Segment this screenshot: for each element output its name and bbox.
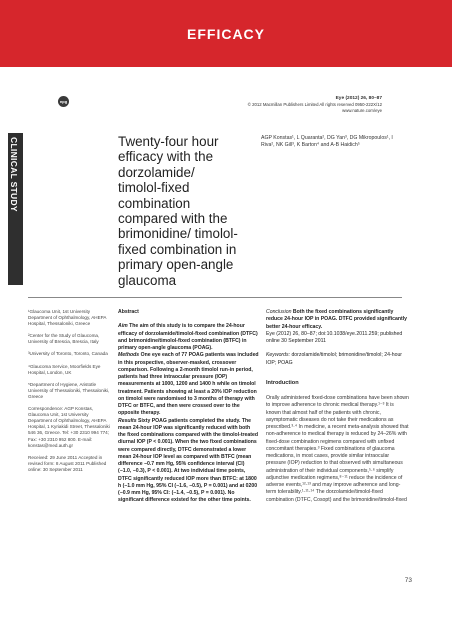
- abstract-conclusion: [266, 309, 409, 331]
- conclusion-label: Conclusion: [266, 309, 292, 315]
- received-dates: Received: 29 June 2011 Accepted in revised form: 8 August 2011 Published online: 30 September 2011: [28, 454, 107, 472]
- abstract: [118, 309, 259, 505]
- page-number: 73: [404, 577, 412, 584]
- copyright-line: © 2012 Macmillan Publishers Limited All rights reserved 0950-222X/12: [247, 102, 382, 107]
- affiliation-4: ⁴Glaucoma Service, Moorfields Eye Hospital, London, UK: [28, 363, 101, 375]
- citation-line: Eye (2012) 26, 80–87; doi:10.1038/eye.2011.259; published online 30 September 2011: [266, 330, 403, 344]
- introduction-heading: Introduction: [266, 379, 299, 386]
- article-type-tab: [8, 133, 23, 285]
- keywords-text: dorzolamide/timolol; brimonidine/timolol; 24-hour IOP; POAG: [266, 352, 403, 366]
- article-title: Twenty-four hour efficacy with the dorzolamide/ timolol-fixed combination compared with the brimonidine/ timolol-fixed combination in primary open-angle glaucoma: [118, 134, 238, 288]
- affiliation-5: ⁵Department of Hygiene, Aristotle University of Thessaloniki, Thessaloniki, Greece: [28, 381, 110, 399]
- abstract-methods: [118, 352, 259, 417]
- keywords-label: Keywords:: [266, 352, 290, 359]
- section-label: EFFICACY: [187, 26, 265, 42]
- abstract-results: [118, 418, 259, 505]
- abstract-heading: Abstract: [118, 309, 139, 315]
- npg-logo-icon: npg: [58, 96, 69, 107]
- correspondence: Correspondence: AGP Konstas, Glaucoma Unit, 1st University Department of Ophthalmology, AHEPA Hospital, 1 Kyriakidi Street, Thessaloniki 546 36, Greece. Tel: +30 2310 994 774; Fax: +30 2310 952 800. E-mail: konstas@med.auth.gr: [28, 406, 110, 448]
- article-type-label: CLINICAL STUDY: [9, 137, 19, 212]
- methods-label: Methods: [118, 352, 140, 359]
- affiliation-3: ³University of Toronto, Toronto, Canada: [28, 351, 108, 357]
- affiliations: [28, 309, 110, 479]
- affiliation-1: ¹Glaucoma Unit, 1st University Department of Ophthalmology, AHEPA Hospital, Thessaloniki, Greece: [28, 309, 107, 327]
- affiliation-2: ²Center for the Study of Glaucoma, University of Brescia, Brescia, Italy: [28, 333, 100, 345]
- conclusion-text: Both the fixed combinations significantly reduce 24-hour IOP in POAG. DTFC provided significantly better 24-hour efficacy.: [266, 309, 408, 330]
- abstract-aim: [118, 323, 259, 352]
- aim-text: The aim of this study is to compare the 24-hour efficacy of dorzolamide/timolol-fixed combination (DTFC) and brimonidine/timolol-fixed combination (BTFC) in primary open-angle glaucoma (POAG).: [118, 323, 258, 351]
- author-list: AGP Konstas¹, L Quaranta², DG Yan³, DG Mikropoulos¹, I Riva², NK Gill³, K Barton⁴ and A-B Haidich⁵: [261, 135, 393, 149]
- journal-url[interactable]: www.nature.com/eye: [342, 108, 382, 113]
- journal-citation: Eye (2012) 26, 80–87: [335, 96, 382, 101]
- results-text: Sixty POAG patients completed the study. The mean 24-hour IOP was significantly reduced with both the fixed combinations compared with the timolol-treated diurnal IOP (P < 0.001). When the two fixed combinations were compared directly, DTFC demonstrated a lower mean 24-hour IOP level as compared with BTFC (mean difference −0.7 mm Hg, 95% confidence interval (CI) (−1.0, −0.3), P < 0.001). At two individual time points, DTFC significantly reduced IOP more than BTFC: at 1800 h (−1.0 mm Hg, 95% CI (−1.6, −0.5), P = 0.001) and at 0200 (−0.9 mm Hg, 95% CI: (−1.4, −0.5), P = 0.001). No significant difference existed for the other time points.: [118, 417, 258, 504]
- aim-label: Aim: [118, 323, 128, 330]
- introduction-text: Orally administered fixed-dose combinations have been shown to improve adherence to chronic medical therapy.¹⁻³ It is known that almost half of the patients with chronic, asymptomatic diseases do not take their medications as prescribed.³·⁴ In medicine, a recent meta-analysis showed that non-adherence to medical therapy is reduced by 24–26% with fixed-dose combination regimens compared with unfixed concomitant therapies.³ Fixed combinations of glaucoma medications, in most cases, provide similar intraocular pressure (IOP) reduction to that observed with simultaneous administration of their individual components,⁵·⁶ simplify adjunctive medication regimens,⁸⁻¹¹ reduce the incidence of adverse events,¹²·¹³ and may improve adherence and long-term tolerability.¹·¹¹·¹⁴ The dorzolamide/timolol-fixed combination (DTFC, Cosopt) and the brimonidine/timolol-fixed: [266, 395, 409, 503]
- results-label: Results: [118, 417, 137, 424]
- journal-reference: [248, 96, 382, 114]
- right-column: [266, 309, 409, 504]
- divider: [28, 297, 402, 298]
- keywords: [266, 352, 409, 367]
- methods-text: One eye each of 77 POAG patients was included in this prospective, observer-masked, crossover comparison. Following a 2-month timolol run-in period, patients had three intraocular pressure (IOP) measurements at 1000, 1200 and 1400 h while on timolol treatment. Patients showing at least a 20% IOP reduction on timolol were randomised to 3 months of therapy with DTFC or BTFC, and then were crossed over to the opposite therapy.: [118, 352, 259, 417]
